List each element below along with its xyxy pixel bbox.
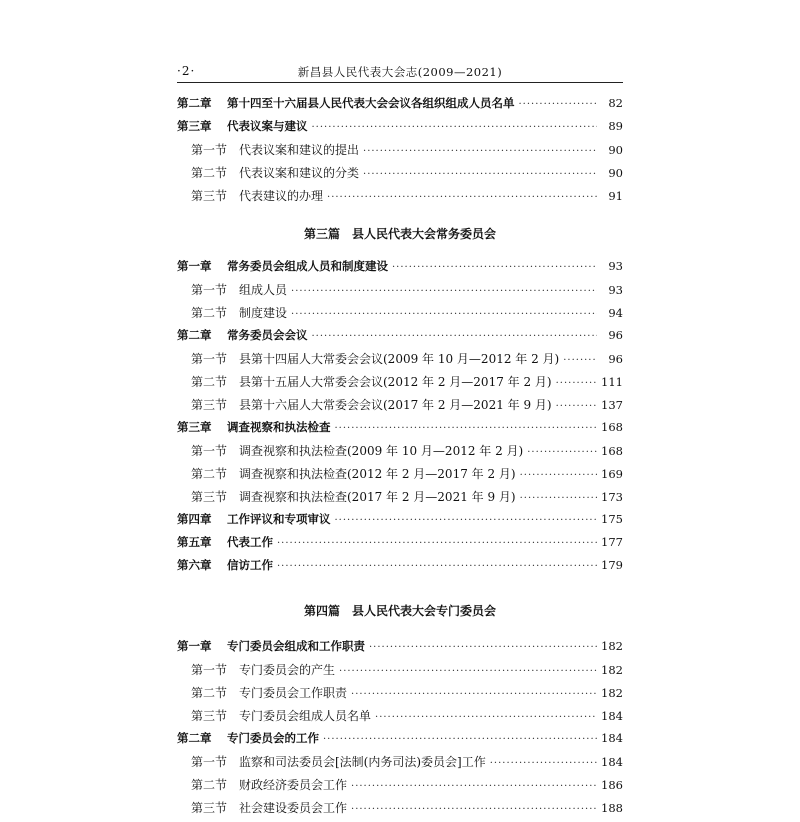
entry-number: 第三节 [191,189,228,203]
entry-title: 调查视察和执法检查(2009 年 10 月—2012 年 2 月) [239,444,524,458]
entry-number: 第三节 [191,490,228,504]
entry-page-number: 182 [601,686,623,700]
entry-title: 县第十四届人大常委会会议(2009 年 10 月—2012 年 2 月) [239,352,560,366]
dot-leader [556,378,597,389]
entry-number: 第三章 [177,119,212,133]
entry-title: 社会建设委员会工作 [239,801,348,815]
toc-section-entry[interactable] [177,753,623,776]
table-of-contents [177,95,623,822]
toc-chapter-entry[interactable] [177,511,623,534]
entry-page-number: 179 [601,558,623,572]
entry-page-number: 184 [601,731,623,745]
entry-number: 第二章 [177,328,212,342]
entry-page-number: 111 [601,375,623,389]
page-header [177,64,623,82]
dot-leader [520,493,597,504]
entry-title: 县第十六届人大常委会会议(2017 年 2 月—2021 年 9 月) [239,398,552,412]
toc-chapter-entry[interactable] [177,419,623,442]
toc-section-entry[interactable] [177,776,623,799]
entry-title: 组成人员 [239,283,288,297]
dot-leader [363,169,597,180]
entry-page-number: 90 [608,143,623,157]
entry-page-number: 96 [608,352,623,366]
dot-leader [312,331,598,342]
entry-page-number: 168 [601,420,623,434]
toc-chapter-entry[interactable] [177,557,623,580]
entry-number: 第五章 [177,535,212,549]
entry-number: 第二章 [177,731,212,745]
toc-section-entry[interactable] [177,141,623,164]
dot-leader [291,286,597,297]
toc-chapter-entry[interactable] [177,327,623,350]
toc-section-entry[interactable] [177,442,623,465]
entry-title: 调查视察和执法检查(2012 年 2 月—2017 年 2 月) [239,467,516,481]
toc-section-entry[interactable] [177,373,623,396]
dot-leader [277,538,597,549]
page-number: ·2· [177,64,196,78]
entry-number: 第一章 [177,639,212,653]
entry-title: 代表议案和建议的提出 [239,143,360,157]
dot-leader [519,99,598,110]
entry-number: 第一节 [191,352,228,366]
entry-title: 代表建议的办理 [239,189,324,203]
toc-chapter-entry[interactable] [177,638,623,661]
entry-page-number: 182 [601,663,623,677]
toc-section-entry[interactable] [177,799,623,822]
toc-chapter-entry[interactable] [177,118,623,141]
dot-leader [351,781,597,792]
entry-number: 第二节 [191,686,228,700]
entry-number: 第二节 [191,778,228,792]
entry-number: 第三章 [177,420,212,434]
entry-number: 第一节 [191,283,228,297]
entry-title: 调查视察和执法检查(2017 年 2 月—2021 年 9 月) [239,490,516,504]
entry-title: 常务委员会会议 [227,328,308,342]
dot-leader [563,355,597,366]
toc-section-entry[interactable] [177,164,623,187]
dot-leader [556,401,597,412]
entry-page-number: 184 [601,709,623,723]
entry-page-number: 177 [601,535,623,549]
entry-title: 制度建设 [239,306,288,320]
toc-chapter-entry[interactable] [177,258,623,281]
entry-number: 第三节 [191,709,228,723]
part-heading: 第四篇 县人民代表大会专门委员会 [303,604,496,618]
dot-leader [339,666,597,677]
entry-number: 第一节 [191,143,228,157]
dot-leader [363,146,597,157]
entry-title: 常务委员会组成人员和制度建设 [227,259,388,273]
dot-leader [520,470,597,481]
dot-leader [291,309,597,320]
entry-title: 信访工作 [227,558,273,572]
entry-number: 第一节 [191,444,228,458]
entry-title: 专门委员会组成和工作职责 [227,639,365,653]
toc-section-entry[interactable] [177,661,623,684]
dot-leader [351,804,597,815]
entry-number: 第三节 [191,801,228,815]
entry-title: 代表议案与建议 [227,119,308,133]
entry-page-number: 182 [601,639,623,653]
entry-page-number: 82 [608,96,623,110]
entry-page-number: 175 [601,512,623,526]
entry-title: 专门委员会组成人员名单 [239,709,372,723]
dot-leader [312,122,598,133]
dot-leader [369,642,597,653]
entry-page-number: 184 [601,755,623,769]
toc-chapter-entry[interactable] [177,730,623,753]
entry-number: 第四章 [177,512,212,526]
entry-number: 第一节 [191,663,228,677]
toc-section-entry[interactable] [177,707,623,730]
entry-title: 财政经济委员会工作 [239,778,348,792]
toc-chapter-entry[interactable] [177,534,623,557]
entry-title: 工作评议和专项审议 [227,512,331,526]
entry-title: 县第十五届人大常委会会议(2012 年 2 月—2017 年 2 月) [239,375,552,389]
dot-leader [527,447,597,458]
toc-section-entry[interactable] [177,187,623,210]
entry-number: 第一节 [191,755,228,769]
header-rule [177,82,623,83]
entry-page-number: 188 [601,801,623,815]
dot-leader [335,515,598,526]
entry-number: 第二节 [191,375,228,389]
entry-number: 第六章 [177,558,212,572]
entry-number: 第三节 [191,398,228,412]
entry-title: 代表工作 [227,535,273,549]
toc-section-entry[interactable] [177,465,623,488]
entry-title: 专门委员会的工作 [227,731,319,745]
dot-leader [392,262,597,273]
entry-page-number: 137 [601,398,623,412]
entry-title: 第十四至十六届县人民代表大会会议各组织组成人员名单 [227,96,515,110]
entry-page-number: 93 [608,259,623,273]
entry-number: 第一章 [177,259,212,273]
entry-title: 调查视察和执法检查 [227,420,331,434]
entry-page-number: 186 [601,778,623,792]
dot-leader [375,712,597,723]
toc-section-entry[interactable] [177,350,623,373]
dot-leader [351,689,597,700]
entry-number: 第二节 [191,467,228,481]
dot-leader [490,758,597,769]
entry-page-number: 89 [608,119,623,133]
entry-page-number: 93 [608,283,623,297]
dot-leader [327,192,597,203]
entry-number: 第二章 [177,96,212,110]
entry-title: 专门委员会工作职责 [239,686,348,700]
running-title: 新昌县人民代表大会志(2009—2021) [297,65,503,79]
entry-page-number: 168 [601,444,623,458]
toc-chapter-entry[interactable] [177,95,623,118]
entry-page-number: 91 [608,189,623,203]
toc-section-entry[interactable] [177,684,623,707]
dot-leader [323,734,597,745]
toc-section-entry[interactable] [177,396,623,419]
toc-section-entry[interactable] [177,281,623,304]
entry-page-number: 96 [608,328,623,342]
entry-page-number: 169 [601,467,623,481]
entry-page-number: 173 [601,490,623,504]
entry-page-number: 90 [608,166,623,180]
part-heading: 第三篇 县人民代表大会常务委员会 [303,227,496,241]
dot-leader [277,561,597,572]
dot-leader [335,423,598,434]
toc-section-entry[interactable] [177,304,623,327]
entry-title: 监察和司法委员会[法制(内务司法)委员会]工作 [239,755,486,769]
entry-number: 第二节 [191,166,228,180]
toc-section-entry[interactable] [177,488,623,511]
entry-number: 第二节 [191,306,228,320]
entry-page-number: 94 [608,306,623,320]
entry-title: 代表议案和建议的分类 [239,166,360,180]
entry-title: 专门委员会的产生 [239,663,336,677]
